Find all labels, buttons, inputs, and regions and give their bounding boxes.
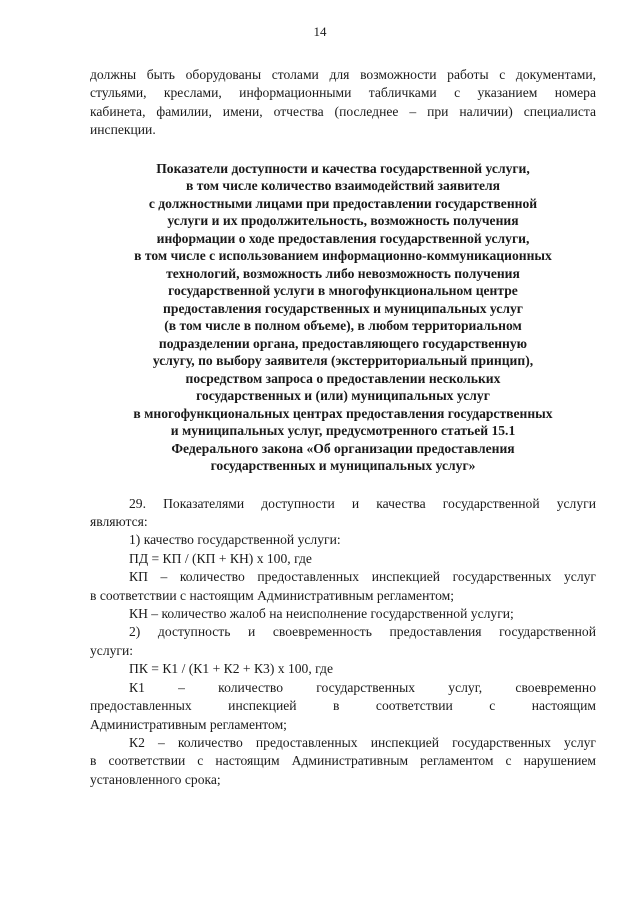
heading-line: государственных и (или) муниципальных услуг <box>196 388 490 404</box>
heading-line: услуги и их продолжительность, возможность получения <box>167 213 519 229</box>
body-line: К2 – количество предоставленных инспекцией государственных услуг <box>129 734 596 750</box>
formula-line: ПК = К1 / (К1 + К2 + К3) х 100, где <box>129 661 333 677</box>
heading-line: государственной услуги в многофункциональном центре <box>168 283 518 299</box>
heading-line: подразделении органа, предоставляющего государственную <box>158 335 528 351</box>
body-line: КН – количество жалоб на неисполнение государственной услуги; <box>129 606 514 622</box>
body-line: 1) качество государственной услуги: <box>129 532 341 548</box>
heading-line: технологий, возможность либо невозможность получения <box>166 265 520 281</box>
heading-line: и муниципальных услуг, предусмотренного статьей 15.1 <box>170 423 516 439</box>
intro-line: должны быть оборудованы столами для возможности работы с документами, <box>90 67 596 82</box>
body-line: 29. Показателями доступности и качества государственной услуги <box>129 495 596 511</box>
body-line: К1 – количество государственных услуг, своевременно <box>129 679 596 695</box>
heading-line: в том числе количество взаимодействий заявителя <box>185 178 501 194</box>
heading-line: предоставления государственных и муниципальных услуг <box>163 300 523 316</box>
heading-line: (в том числе в полном объеме), в любом территориальном <box>164 318 522 334</box>
formula-line: ПД = КП / (КП + КН) х 100, где <box>129 550 312 566</box>
section-heading <box>90 160 596 475</box>
heading-line: посредством запроса о предоставлении нескольких <box>185 370 501 386</box>
body-line: Административным регламентом; <box>90 716 287 732</box>
document-body <box>90 66 596 789</box>
page-number: 14 <box>313 24 327 39</box>
body-line: услуги: <box>90 642 134 658</box>
heading-line: в многофункциональных центрах предоставления государственных <box>133 405 553 421</box>
heading-line: услугу, по выбору заявителя (экстерриториальный принцип), <box>152 353 534 369</box>
heading-line: в том числе с использованием информационно-коммуникационных <box>134 248 552 264</box>
indicators-section <box>90 495 596 790</box>
intro-line: стульями, креслами, информационными табличками с указанием номера <box>90 85 596 101</box>
body-line: являются: <box>90 514 148 530</box>
heading-line: государственных и муниципальных услуг» <box>210 458 476 474</box>
body-line: 2) доступность и своевременность предоставления государственной <box>129 624 596 640</box>
heading-line: с должностными лицами при предоставлении государственной <box>148 195 538 211</box>
intro-paragraph <box>90 66 596 140</box>
heading-line: информации о ходе предоставления государственной услуги, <box>156 230 530 246</box>
heading-line: Федерального закона «Об организации предоставления <box>171 440 515 456</box>
body-line: предоставленных инспекцией в соответствии с настоящим <box>90 698 596 714</box>
intro-line: кабинета, фамилии, имени, отчества (последнее – при наличии) специалиста <box>90 103 596 119</box>
body-line: КП – количество предоставленных инспекцией государственных услуг <box>129 569 596 585</box>
body-line: в соответствии с настоящим Административным регламентом; <box>90 587 455 603</box>
heading-line: Показатели доступности и качества государственной услуги, <box>156 160 530 176</box>
body-line: установленного срока; <box>90 771 221 787</box>
body-line: в соответствии с настоящим Административным регламентом с нарушением <box>90 753 596 769</box>
intro-line: инспекции. <box>90 122 156 138</box>
